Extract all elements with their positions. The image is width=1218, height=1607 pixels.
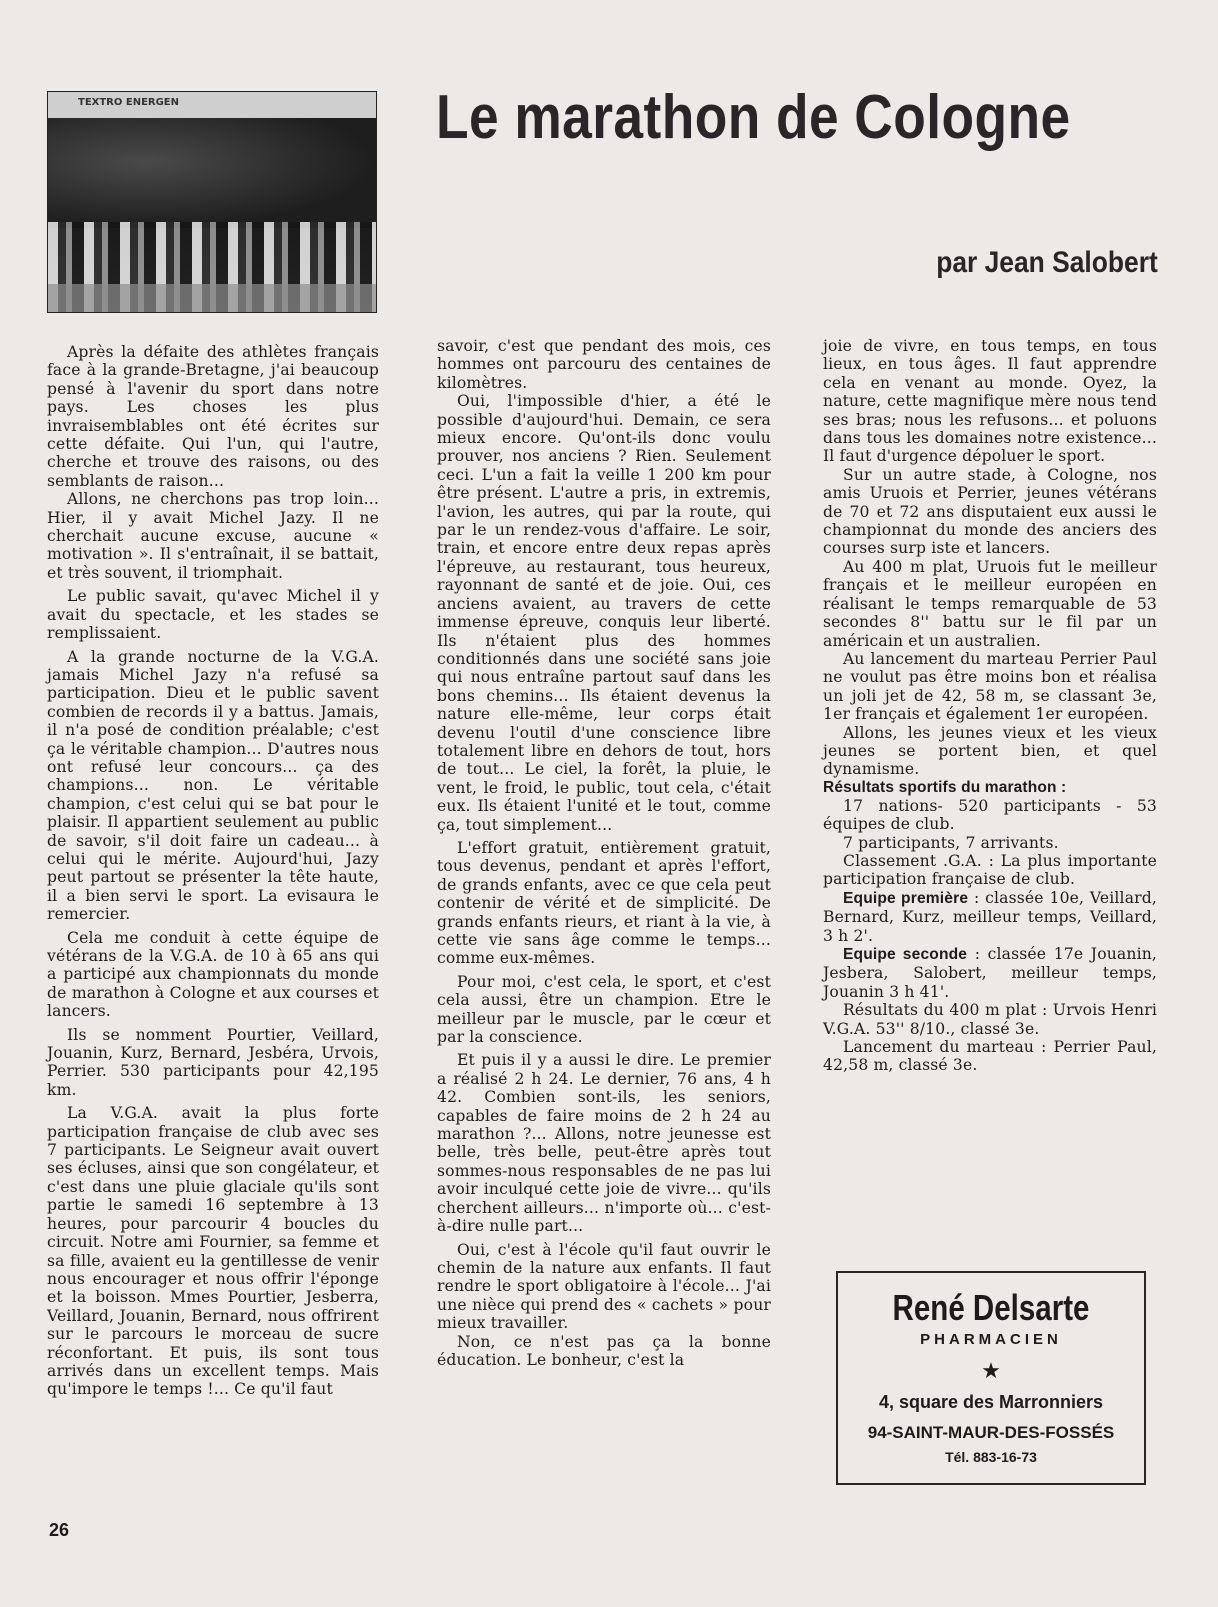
paragraph: Oui, l'impossible d'hier, a été le possible d'aujourd'hui. Demain, ce sera mieux encore. Qu'ont-ils donc voulu prouver, nos anciens ? Rien. Seulement ceci. L'un a fait la veille 1 200 km pour être présent. L'autre a pris, in extremis, l'avion, les autres, qui par la route, qui par le un rendez-vous d'affaire. Le soir, train, et encore entre deux repas après l'épreuve, au restaurant, tous heureux, rayonnant de santé et de joie. Oui, ces anciens avaient, au travers de cette immense épreuve, conquis leur liberté. Ils n'étaient plus des hommes conditionnés dans une société sans joie qui nous entraîne partout sauf dans les bons chemins... Ils étaient devenus la nature elle-même, leur corps était devenu l'outil d'une conscience libre totalement libre en dehors de tout, hors de tout... Le ciel, la forêt, la pluie, le vent, le froid, le public, tout cela, c'était eux. Ils étaient l'unité et le tout, comme ça, tout simplement... (437, 392, 771, 834)
paragraph: Allons, les jeunes vieux et les vieux jeunes se portent bien, et quel dynamisme. (823, 723, 1157, 779)
paragraph: savoir, c'est que pendant des mois, ces hommes ont parcouru des centaines de kilomètres. (437, 337, 771, 392)
article-byline: par Jean Salobert (936, 246, 1158, 279)
paragraph: Non, ce n'est pas ça la bonne éducation. Le bonheur, c'est la (437, 1332, 771, 1369)
results-line: 17 nations- 520 participants - 53 équipes de club. (823, 796, 1157, 834)
paragraph: Le public savait, qu'avec Michel il y avait du spectacle, et les stades se remplissaient. (47, 587, 379, 643)
photo-banner-text: TEXTRO ENERGEN (78, 97, 180, 108)
paragraph: Pour moi, c'est cela, le sport, et c'est cela aussi, être un champion. Etre le meilleur par le muscle, par le cœur et par la conscience. (437, 972, 771, 1047)
results-line: 7 participants, 7 arrivants. (843, 833, 1059, 852)
paragraph: A la grande nocturne de la V.G.A. jamais Michel Jazy n'a refusé sa participation. Dieu et le public savent combien de records il y a battus. Jamais, il n'a posé de condition préalable; c'est ça le véritable champion... D'autres nous ont refusé leur concours... ça des champions... non. Le véritable champion, c'est celui qui se bat pour le plaisir. Il appartient seulement au public de savoir, s'il doit faire un cadeau... à celui qui le mérite. Aujourd'hui, Jazy peut partout se présenter la tête haute, il a bien servi le sport. La evisaura le remercier. (47, 647, 379, 924)
article-title: Le marathon de Cologne (436, 83, 1071, 152)
star-icon: ★ (981, 1358, 1001, 1383)
results-line: Lancement du marteau : Perrier Paul, 42,58 m, classé 3e. (823, 1038, 1157, 1075)
column-3 (823, 337, 1157, 1075)
photo-banner (48, 92, 376, 118)
results-team2 (823, 945, 1157, 1001)
paragraph: L'effort gratuit, entièrement gratuit, tous devenus, pendant et après l'effort, de grands enfants, avec ce que cela peut contenir de vérité et de simplicité. De grands enfants rieurs, et riant à la vie, à cette vie sans âge comme le temps... comme eux-mêmes. (437, 838, 771, 968)
page-number: 26 (49, 1520, 70, 1540)
paragraph: Au lancement du marteau Perrier Paul ne voulut pas être moins bon et réalisa un joli jet de 42, 58 m, se classant 3e, 1er français et également 1er européen. (823, 649, 1157, 724)
column-2 (437, 337, 771, 1369)
paragraph: Ils se nomment Pourtier, Veillard, Jouanin, Kurz, Bernard, Jesbéra, Urvois, Perrier. 530 participants pour 42,195 km. (47, 1025, 379, 1099)
marathon-start-photo (47, 91, 377, 313)
paragraph: Oui, c'est à l'école qu'il faut ouvrir le chemin de la nature aux enfants. Il faut rendre le sport obligatoire à l'école... J'ai une nièce qui prend des « cachets » pour mieux travailler. (437, 1240, 771, 1333)
team1-label: Equipe première (843, 889, 969, 907)
paragraph: Et puis il y a aussi le dire. Le premier a réalisé 2 h 24. Le dernier, 76 ans, 4 h 42. Combien sont-ils, les seniors, capables de faire moins de 2 h 24 au marathon ?... Allons, notre jeunesse est belle, très belle, peut-être après tout sommes-nous responsables de ne pas lui avoir inculqué cette joie de vivre... qu'ils cherchent ailleurs... n'importe où... c'est-à-dire nulle part... (437, 1051, 771, 1236)
paragraph: Cela me conduit à cette équipe de vétérans de la V.G.A. de 10 à 65 ans qui a participé aux championnats du monde de marathon à Cologne et aux courses et lancers. (47, 928, 379, 1021)
team1-text: : classée 10e, Veillard, Bernard, Kurz, meilleur temps, Veillard, 3 h 2'. (823, 888, 1157, 945)
pharmacy-advertisement (836, 1271, 1146, 1485)
ad-profession: PHARMACIEN (920, 1331, 1062, 1348)
ad-phone: Tél. 883-16-73 (945, 1449, 1037, 1465)
results-heading: Résultats sportifs du marathon : (823, 778, 1067, 796)
paragraph: Au 400 m plat, Uruois fut le meilleur français et le meilleur européen en réalisant le temps remarquable de 53 secondes 8'' battu sur le fil par un américain et un australien. (823, 557, 1157, 650)
paragraph: joie de vivre, en tous temps, en tous lieux, en tous âges. Il faut apprendre cela en venant au monde. Oyez, la nature, cette magnifique mère nous tend ses bras; nous les refusons... et poluons dans tous les domaines notre existence... Il faut d'urgence dépoluer le sport. (823, 337, 1157, 466)
paragraph: Après la défaite des athlètes français face à la grande-Bretagne, j'ai beaucoup pensé à l'avenir du sport dans notre pays. Les choses les plus invraisemblables ont été écrites sur cette défaite. Qui l'un, qui l'autre, cherche et trouve des raisons, ou des semblants de raison... (47, 343, 379, 490)
column-1 (47, 343, 379, 1399)
paragraph: Sur un autre stade, à Cologne, nos amis Uruois et Perrier, jeunes vétérans de 70 et 72 ans disputaient eux aussi le championnat du monde des anciers des courses surp iste et lancers. (823, 465, 1157, 558)
ad-city: 94-SAINT-MAUR-DES-FOSSÉS (867, 1423, 1115, 1442)
team2-text: : classée 17e Jouanin, Jesbera, Salobert, meilleur temps, Jouanin 3 h 41'. (823, 945, 1158, 1001)
results-team1 (823, 889, 1157, 945)
results-line: Classement .G.A. : La plus importante participation française de club. (823, 851, 1157, 889)
results-section (823, 779, 1157, 1075)
paragraph: Allons, ne cherchons pas trop loin... Hier, il y avait Michel Jazy. Il ne cherchait aucune excuse, aucune « motivation ». Il s'entraînait, il se battait, et très souvent, il triomphait. (47, 490, 379, 582)
results-line: Résultats du 400 m plat : Urvois Henri V.G.A. 53'' 8/10., classé 3e. (823, 1001, 1157, 1038)
team2-label: Equipe seconde (843, 946, 968, 963)
ad-name: René Delsarte (892, 1287, 1090, 1328)
paragraph: La V.G.A. avait la plus forte participation française de club avec ses 7 participants. Le Seigneur avait ouvert ses écluses, ainsi que son congélateur, et c'est dans une pluie glaciale qu'ils sont partie le samedi 16 septembre à 13 heures, pour parcourir 4 boucles du circuit. Notre ami Fournier, sa femme et sa fille, avaient eu la gentillesse de venir nous encourager et nous offrir l'éponge et la boisson. Mmes Pourtier, Jesberra, Veillard, Jouanin, Bernard, nous offrirent sur le parcours le morceau de sucre réconfortant. Et puis, ils sont tous arrivés dans un excellent temps. Mais qu'impore le temps !... Ce qu'il faut (47, 1104, 379, 1399)
ad-address: 4, square des Marronniers (878, 1392, 1104, 1412)
